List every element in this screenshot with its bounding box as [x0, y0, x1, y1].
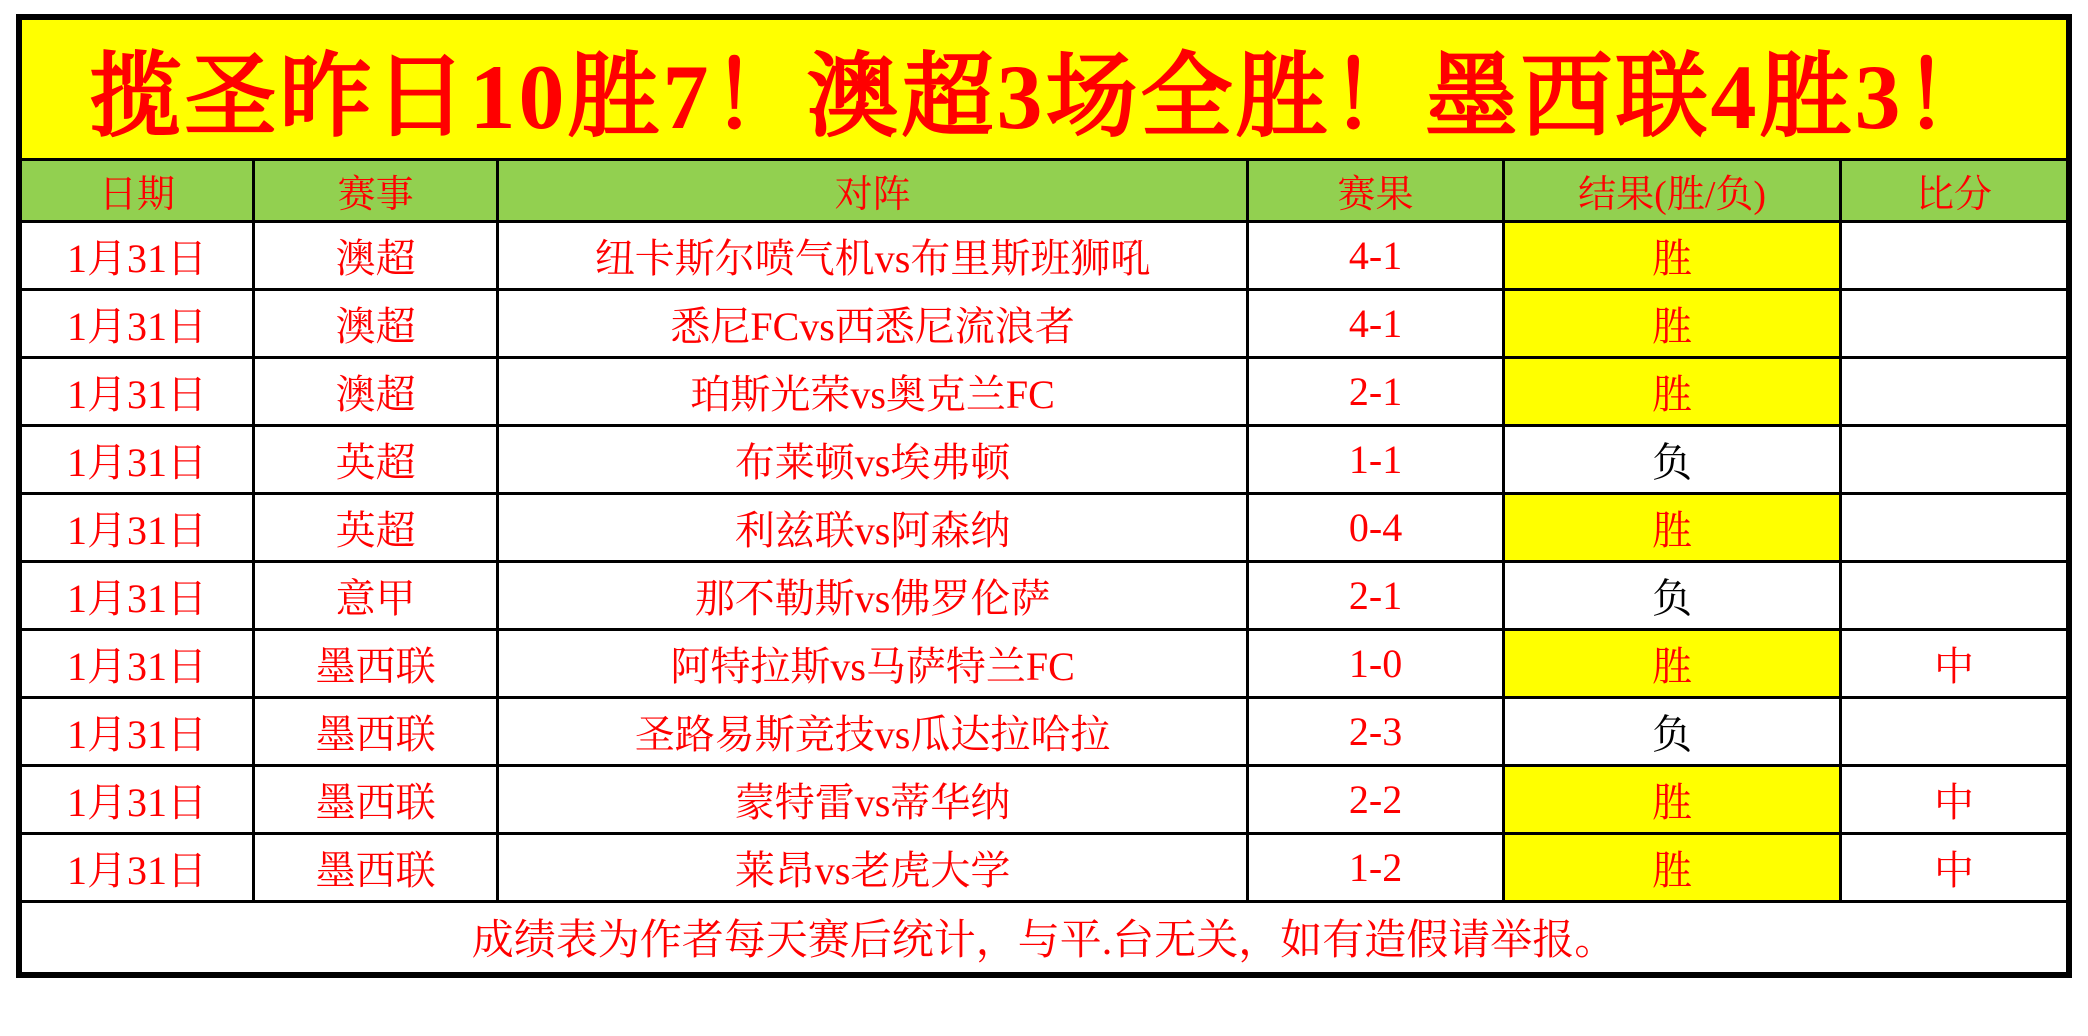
date-cell: 1月31日	[19, 629, 253, 697]
result-cell: 负	[1504, 697, 1841, 765]
table-row	[19, 357, 2069, 425]
date-cell: 1月31日	[19, 357, 253, 425]
col-header-result: 结果(胜/负)	[1504, 159, 1841, 221]
result-cell: 胜	[1504, 289, 1841, 357]
score-cell: 1-0	[1247, 629, 1503, 697]
bifen-cell	[1840, 289, 2069, 357]
bifen-cell	[1840, 697, 2069, 765]
date-cell: 1月31日	[19, 697, 253, 765]
match-cell: 布莱顿vs埃弗顿	[498, 425, 1247, 493]
banner-title: 揽圣昨日10胜7！澳超3场全胜！墨西联4胜3！	[89, 45, 1999, 148]
league-cell: 墨西联	[253, 765, 497, 833]
score-cell: 4-1	[1247, 221, 1503, 289]
score-cell: 4-1	[1247, 289, 1503, 357]
table-row	[19, 221, 2069, 289]
date-cell: 1月31日	[19, 425, 253, 493]
table-row	[19, 493, 2069, 561]
league-cell: 墨西联	[253, 697, 497, 765]
date-cell: 1月31日	[19, 289, 253, 357]
bifen-cell: 中	[1840, 765, 2069, 833]
col-header-score: 赛果	[1247, 159, 1503, 221]
league-cell: 意甲	[253, 561, 497, 629]
bifen-cell	[1840, 561, 2069, 629]
table-row	[19, 629, 2069, 697]
table-row	[19, 289, 2069, 357]
result-cell: 胜	[1504, 493, 1841, 561]
bifen-cell	[1840, 221, 2069, 289]
results-tbody	[19, 221, 2069, 901]
table-row	[19, 697, 2069, 765]
score-cell: 2-1	[1247, 357, 1503, 425]
score-cell: 2-2	[1247, 765, 1503, 833]
table-row	[19, 833, 2069, 901]
league-cell: 英超	[253, 425, 497, 493]
result-cell: 胜	[1504, 221, 1841, 289]
league-cell: 澳超	[253, 289, 497, 357]
match-cell: 利兹联vs阿森纳	[498, 493, 1247, 561]
bifen-cell	[1840, 357, 2069, 425]
score-cell: 0-4	[1247, 493, 1503, 561]
results-table	[16, 14, 2072, 978]
result-cell: 胜	[1504, 629, 1841, 697]
banner	[19, 17, 2069, 159]
match-cell: 珀斯光荣vs奥克兰FC	[498, 357, 1247, 425]
league-cell: 英超	[253, 493, 497, 561]
col-header-bifen: 比分	[1840, 159, 2069, 221]
bifen-cell: 中	[1840, 629, 2069, 697]
match-cell: 那不勒斯vs佛罗伦萨	[498, 561, 1247, 629]
table-row	[19, 765, 2069, 833]
result-cell: 胜	[1504, 765, 1841, 833]
result-cell: 胜	[1504, 357, 1841, 425]
footer-row	[19, 901, 2069, 975]
col-header-match: 对阵	[498, 159, 1247, 221]
match-cell: 悉尼FCvs西悉尼流浪者	[498, 289, 1247, 357]
result-cell: 负	[1504, 561, 1841, 629]
league-cell: 墨西联	[253, 629, 497, 697]
date-cell: 1月31日	[19, 833, 253, 901]
match-cell: 蒙特雷vs蒂华纳	[498, 765, 1247, 833]
league-cell: 墨西联	[253, 833, 497, 901]
score-cell: 2-1	[1247, 561, 1503, 629]
match-cell: 阿特拉斯vs马萨特兰FC	[498, 629, 1247, 697]
bifen-cell: 中	[1840, 833, 2069, 901]
result-cell: 胜	[1504, 833, 1841, 901]
header-row	[19, 159, 2069, 221]
score-cell: 2-3	[1247, 697, 1503, 765]
match-cell: 莱昂vs老虎大学	[498, 833, 1247, 901]
footer-note: 成绩表为作者每天赛后统计，与平.台无关，如有造假请举报。	[19, 901, 2069, 975]
table-row	[19, 425, 2069, 493]
score-cell: 1-2	[1247, 833, 1503, 901]
bifen-cell	[1840, 493, 2069, 561]
bifen-cell	[1840, 425, 2069, 493]
col-header-league: 赛事	[253, 159, 497, 221]
col-header-date: 日期	[19, 159, 253, 221]
league-cell: 澳超	[253, 357, 497, 425]
banner-row	[19, 17, 2069, 159]
result-cell: 负	[1504, 425, 1841, 493]
date-cell: 1月31日	[19, 493, 253, 561]
table-row	[19, 561, 2069, 629]
league-cell: 澳超	[253, 221, 497, 289]
match-cell: 纽卡斯尔喷气机vs布里斯班狮吼	[498, 221, 1247, 289]
date-cell: 1月31日	[19, 765, 253, 833]
match-cell: 圣路易斯竞技vs瓜达拉哈拉	[498, 697, 1247, 765]
date-cell: 1月31日	[19, 561, 253, 629]
score-cell: 1-1	[1247, 425, 1503, 493]
date-cell: 1月31日	[19, 221, 253, 289]
